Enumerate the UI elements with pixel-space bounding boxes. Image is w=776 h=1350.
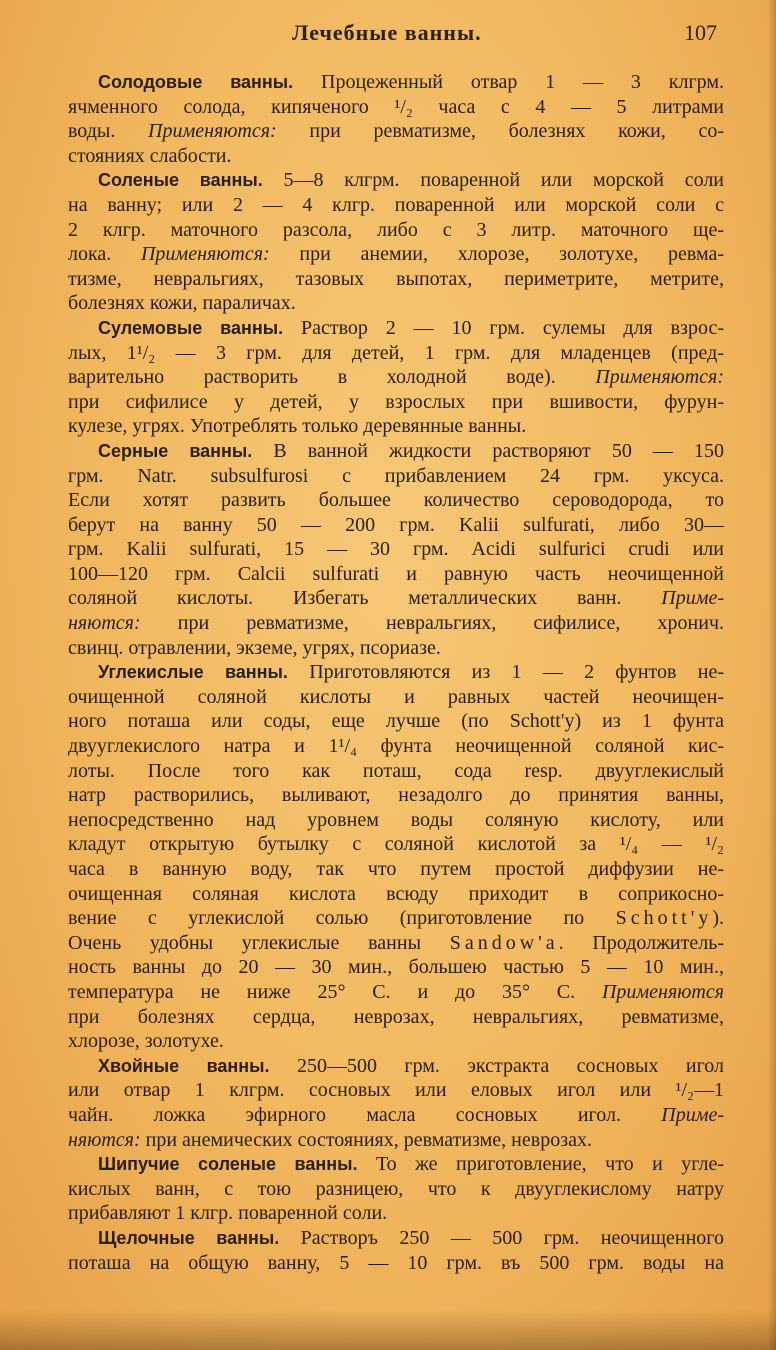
line-text: лока. <box>68 243 141 266</box>
line-text: непосредственно над уровнем воды соляную кислоту, или <box>68 808 724 831</box>
line-text: при ревматизме, невральгиях, сифилисе, хронич. <box>140 612 724 635</box>
text-line <box>68 144 724 169</box>
italic-term: Применяются: <box>140 243 270 266</box>
section-heading: Хвойные ванны. <box>98 1055 270 1076</box>
line-text: 5—8 клгрм. поваренной или морской соли <box>262 169 724 192</box>
text-line <box>68 586 724 611</box>
line-text: 100—120 грм. Calcii sulfurati и равную часть неочищенной <box>68 562 724 585</box>
text-line <box>68 980 724 1005</box>
section-heading: Соленые ванны. <box>98 170 263 191</box>
line-text: лых, 1¹/₂ — 3 грм. для детей, 1 грм. для младенцев (пред- <box>68 341 724 364</box>
line-text: кислых ванн, с тою разницею, что к двууглекислому натру <box>68 1177 724 1200</box>
line-text: прибавляют 1 клгр. поваренной соли. <box>68 1202 388 1225</box>
line-text: температура не ниже 25° С. и до 35° С. <box>68 980 602 1003</box>
text-line <box>68 464 724 489</box>
page-bottom-shadow <box>0 1310 776 1350</box>
line-text: стояниях слабости. <box>68 144 232 167</box>
line-text: при сифилисе у детей, у взрослых при вшивости, фурун- <box>68 390 724 413</box>
text-line <box>68 1201 724 1226</box>
text-line <box>68 513 724 538</box>
line-text: воды. <box>68 120 149 143</box>
text-line <box>68 882 724 907</box>
line-text: То же приготовление, что и угле- <box>357 1153 724 1176</box>
line-text: ность ванны до 20 — 30 мин., большею частью 5 — 10 мин., <box>68 956 724 979</box>
line-text: лоты. После того как поташ, сода resp. двууглекислый <box>68 759 724 782</box>
line-text: 2 клгр. маточного разсола, либо с 3 литр. маточного ще- <box>68 218 724 241</box>
text-line <box>68 832 724 857</box>
text-line <box>68 1128 724 1153</box>
line-text: . Продолжитель- <box>558 931 724 954</box>
line-text: при анемических состояниях, ревматизме, неврозах. <box>140 1128 592 1151</box>
italic-term: Приме- <box>661 587 724 610</box>
section-heading: Щелочные ванны. <box>98 1227 280 1248</box>
text-line <box>68 1005 724 1030</box>
text-line <box>68 488 724 513</box>
text-line <box>68 1029 724 1054</box>
line-text: поташа на общую ванну, 5 — 10 грм. въ 500 грм. воды на <box>68 1251 724 1274</box>
text-line <box>68 734 724 759</box>
text-line <box>68 242 724 267</box>
line-text: вение с углекислой солью (приготовление по <box>68 907 616 930</box>
line-text: очищенная соляная кислота всюду приходит в соприкосно- <box>68 882 724 905</box>
italic-term: няются: <box>68 612 141 635</box>
text-line <box>68 365 724 390</box>
text-line <box>68 759 724 784</box>
text-line <box>68 1177 724 1202</box>
section-heading: Шипучие соленые ванны. <box>98 1154 358 1175</box>
text-line <box>68 341 724 366</box>
line-text: натр растворились, выливают, незадолго до принятия ванны, <box>68 784 724 807</box>
running-header <box>0 20 776 52</box>
line-text: двууглекислого натра и 1¹/₄ фунта неочищенной соляной кис- <box>68 735 724 758</box>
text-line <box>68 1078 724 1103</box>
section-heading-line <box>68 70 724 95</box>
section-heading: Серные ванны. <box>98 440 253 461</box>
line-text: 250—500 грм. экстракта сосновых игол <box>269 1054 724 1077</box>
section-heading-line <box>68 1152 724 1177</box>
section-heading-line <box>68 168 724 193</box>
spaced-name: Schott'у <box>615 907 713 930</box>
line-text: Очень удобны углекислые ванны <box>68 931 450 954</box>
text-line <box>68 857 724 882</box>
italic-term: Приме- <box>661 1103 724 1126</box>
text-line <box>68 636 724 661</box>
section-heading: Сулемовые ванны. <box>98 317 284 338</box>
text-line <box>68 808 724 833</box>
text-line <box>68 1251 724 1276</box>
text-line <box>68 193 724 218</box>
text-line <box>68 537 724 562</box>
text-line <box>68 931 724 956</box>
line-text: свинц. отравлении, экземе, угрях, псориазе. <box>68 636 441 659</box>
text-line <box>68 414 724 439</box>
italic-term: няются: <box>68 1128 141 1151</box>
text-line <box>68 291 724 316</box>
line-text: ячменного солода, кипяченого ¹/₂ часа с 4 — 5 литрами <box>68 95 724 118</box>
text-line <box>68 783 724 808</box>
text-line <box>68 95 724 120</box>
page-number: 107 <box>684 20 717 45</box>
line-text: чайн. ложка эфирного масла сосновых игол. <box>68 1103 662 1126</box>
line-text: очищенной соляной кислоты и равных частей неочищен- <box>68 685 724 708</box>
section-heading: Углекислые ванны. <box>98 662 288 683</box>
line-text: Приготовляются из 1 — 2 фунтов не- <box>287 661 724 684</box>
text-line <box>68 611 724 636</box>
line-text: соляной кислоты. Избегать металлических ванн. <box>68 587 662 610</box>
text-line <box>68 562 724 587</box>
line-text: Раствор 2 — 10 грм. сулемы для взрос- <box>283 316 724 339</box>
line-text: хлорозе, золотухе. <box>68 1030 224 1053</box>
line-text: часа в ванную воду, так что путем простой диффузии не- <box>68 858 724 880</box>
spaced-name: Sandow'a <box>449 931 559 954</box>
line-text: при анемии, хлорозе, золотухе, ревма- <box>269 243 724 266</box>
line-text: или отвар 1 клгрм. сосновых или еловых игол или ¹/₂—1 <box>68 1079 724 1102</box>
line-text: на ванну; или 2 — 4 клгр. поваренной или морской соли с <box>68 193 724 216</box>
text-line <box>68 906 724 931</box>
line-text: Растворъ 250 — 500 грм. неочищенного <box>279 1226 724 1249</box>
text-line <box>68 218 724 243</box>
text-line <box>68 685 724 710</box>
line-text: болезнях кожи, параличах. <box>68 292 296 315</box>
page-edge-shadow <box>768 0 776 1350</box>
text-line <box>68 1103 724 1128</box>
line-text: варительно растворить в холодной воде). <box>68 366 596 389</box>
line-text: ного поташа или соды, еще лучше (по Schott'у) из 1 фунта <box>68 710 724 733</box>
line-text: Процеженный отвар 1 — 3 клгрм. <box>293 71 724 93</box>
section-heading-line <box>68 1054 724 1079</box>
section-heading-line <box>68 1226 724 1251</box>
section-heading-line <box>68 660 724 685</box>
line-text: ). <box>712 907 724 930</box>
line-text: тизме, невральгиях, тазовых выпотах, периметрите, метрите, <box>68 267 724 290</box>
italic-term: Применяются: <box>148 120 277 143</box>
line-text: Если хотят развить большее количество сероводорода, то <box>68 489 724 512</box>
text-line <box>68 390 724 415</box>
italic-term: Применяются <box>601 980 724 1003</box>
line-text: при болезнях сердца, неврозах, невральгиях, ревматизме, <box>68 1005 724 1028</box>
line-text: грм. Natr. subsulfurosi с прибавлением 24 грм. уксуса. <box>68 464 724 487</box>
line-text: кулезе, угрях. Употреблять только деревянные ванны. <box>68 415 527 438</box>
section-heading: Солодовые ванны. <box>98 72 294 92</box>
text-line <box>68 119 724 144</box>
text-line <box>68 709 724 734</box>
text-line <box>68 955 724 980</box>
italic-term: Применяются: <box>595 366 724 389</box>
section-heading-line <box>68 439 724 464</box>
line-text: берут на ванну 50 — 200 грм. Kalii sulfurati, либо 30— <box>68 513 724 536</box>
line-text: грм. Kalii sulfurati, 15 — 30 грм. Acidi sulfurici crudi или <box>68 538 724 561</box>
line-text: кладут открытую бутылку с соляной кислотой за ¹/₄ — ¹/₂ <box>68 833 724 856</box>
running-title: Лечебные ванны. <box>292 20 482 45</box>
text-line <box>68 267 724 292</box>
section-heading-line <box>68 316 724 341</box>
line-text: при ревматизме, болезнях кожи, со- <box>276 120 724 143</box>
page-text <box>68 70 724 1275</box>
line-text: В ванной жидкости растворяют 50 — 150 <box>252 439 724 462</box>
